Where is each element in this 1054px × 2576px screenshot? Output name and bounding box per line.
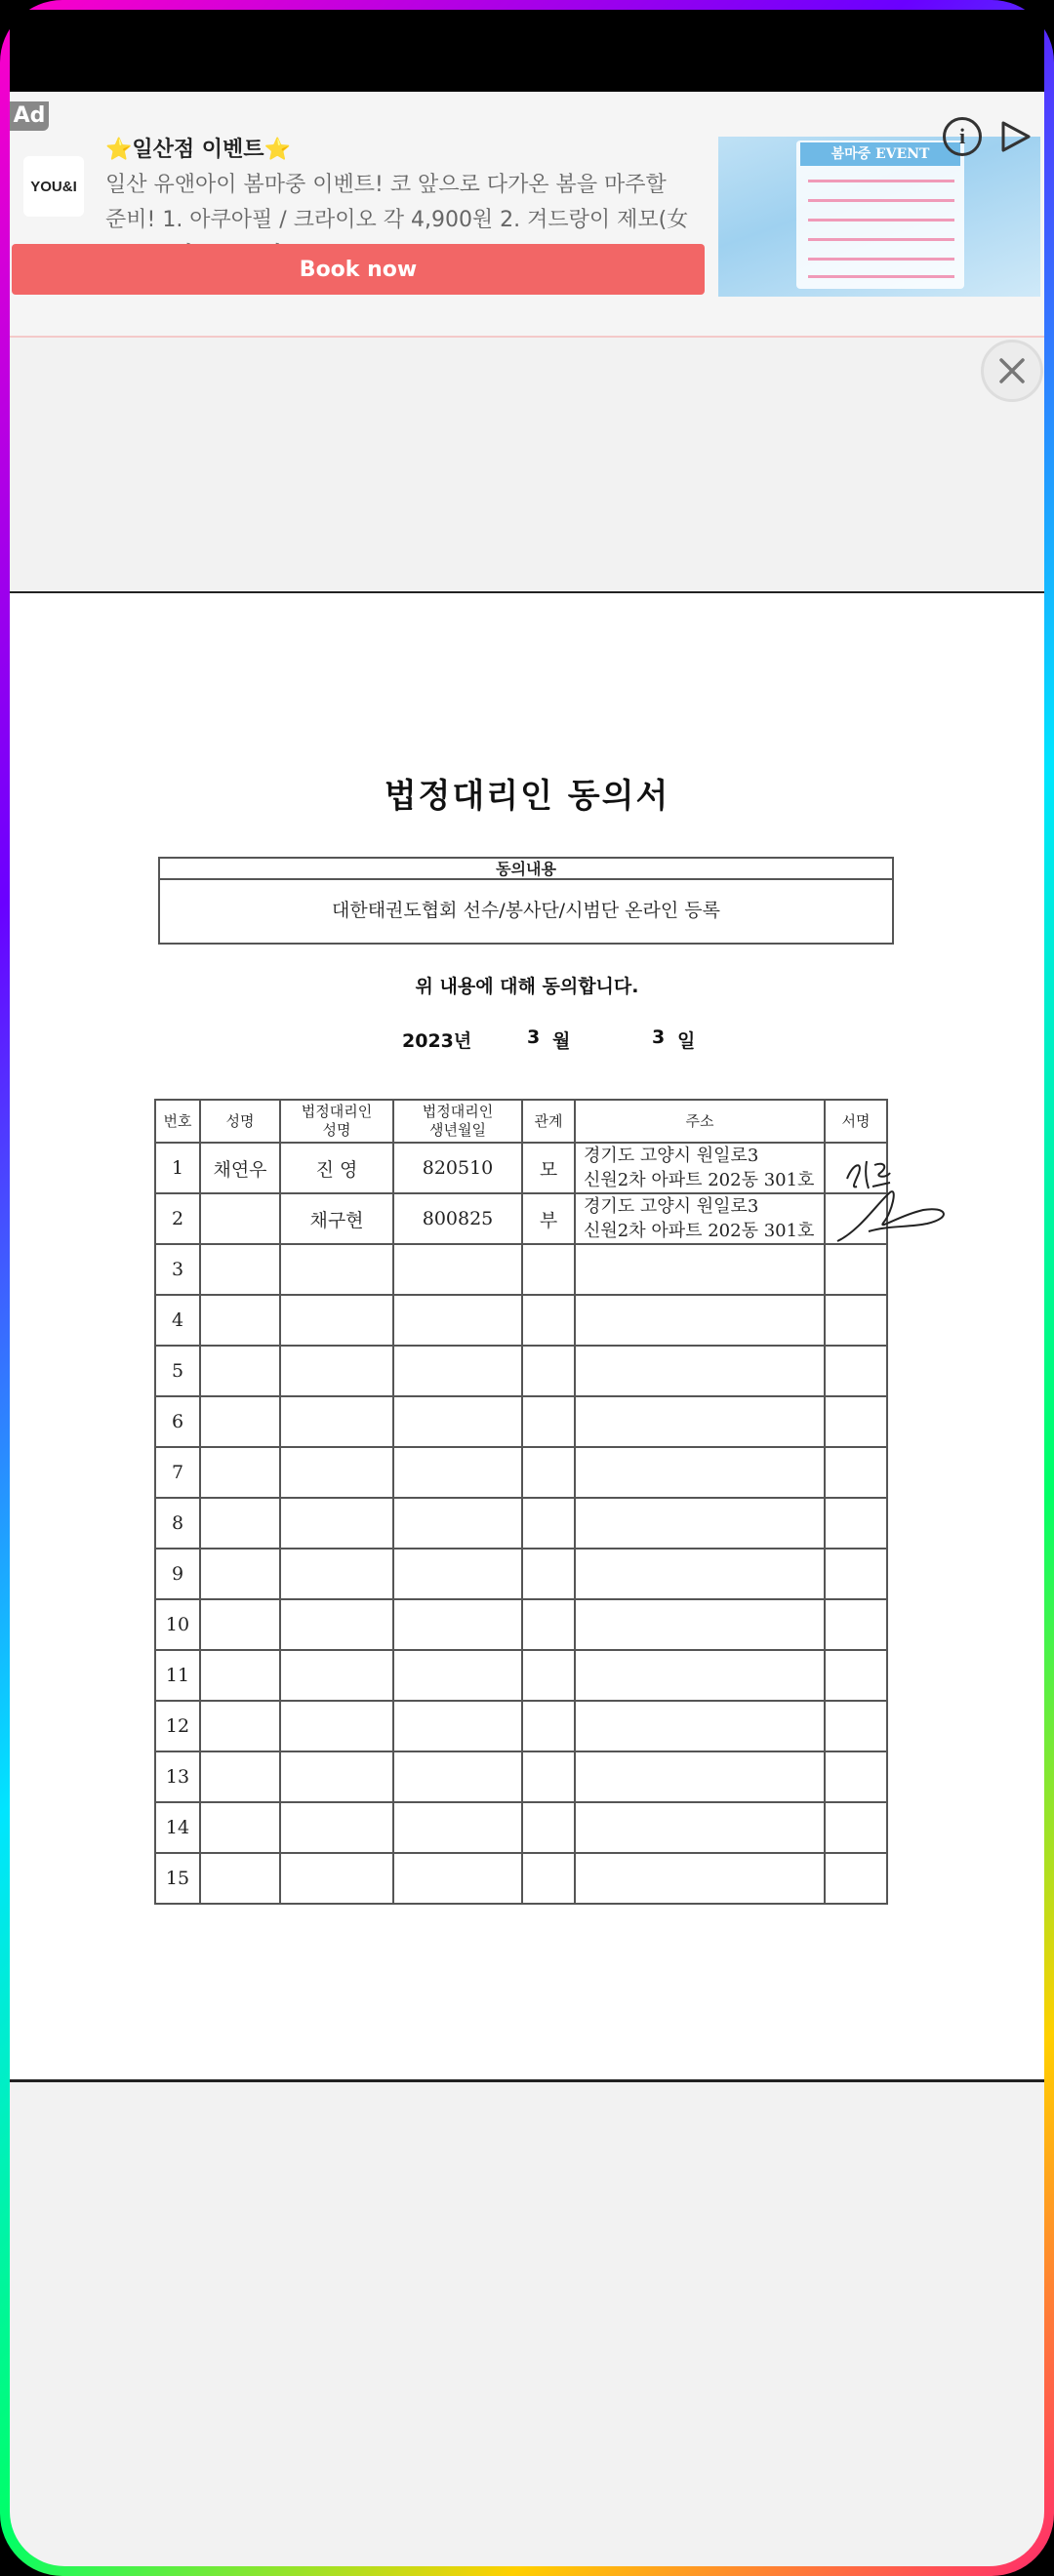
- table-cell-sign: [825, 1244, 887, 1295]
- table-cell-no: 6: [155, 1396, 200, 1447]
- table-cell-guardian: [280, 1244, 393, 1295]
- table-cell-no: 11: [155, 1650, 200, 1701]
- table-cell-relation: [522, 1549, 575, 1599]
- table-cell-sign: [825, 1599, 887, 1650]
- table-cell-relation: [522, 1447, 575, 1498]
- table-header-cell: 성명: [200, 1100, 280, 1143]
- table-cell-guardian: [280, 1295, 393, 1346]
- table-cell-address: [575, 1498, 825, 1549]
- table-cell-name: [200, 1650, 280, 1701]
- table-cell-relation: [522, 1599, 575, 1650]
- table-cell-name: [200, 1802, 280, 1853]
- table-cell-sign: [825, 1701, 887, 1751]
- table-cell-relation: [522, 1650, 575, 1701]
- table-cell-relation: [522, 1295, 575, 1346]
- table-cell-no: 7: [155, 1447, 200, 1498]
- table-cell-name: [200, 1447, 280, 1498]
- table-cell-birth: 800825: [393, 1193, 522, 1244]
- table-cell-address: [575, 1549, 825, 1599]
- table-row: [155, 1295, 887, 1346]
- table-header-cell: 주소: [575, 1100, 825, 1143]
- table-cell-guardian: [280, 1599, 393, 1650]
- table-cell-address: [575, 1853, 825, 1904]
- table-cell-no: 3: [155, 1244, 200, 1295]
- table-cell-name: [200, 1549, 280, 1599]
- consent-box: [158, 857, 894, 945]
- table-cell-relation: [522, 1802, 575, 1853]
- table-cell-address: 경기도 고양시 원일로3 신원2차 아파트 202동 301호: [575, 1193, 825, 1244]
- table-cell-relation: [522, 1346, 575, 1396]
- date-day-value: 3: [652, 1026, 666, 1048]
- table-row: [155, 1498, 887, 1549]
- table-header-cell: 관계: [522, 1100, 575, 1143]
- signature-2: [837, 1191, 944, 1241]
- table-cell-address: [575, 1447, 825, 1498]
- table-cell-sign: [825, 1396, 887, 1447]
- table-cell-no: 10: [155, 1599, 200, 1650]
- table-cell-sign: [825, 1549, 887, 1599]
- table-cell-name: [200, 1853, 280, 1904]
- table-cell-address: [575, 1650, 825, 1701]
- table-cell-guardian: 진 영: [280, 1143, 393, 1193]
- table-cell-address: [575, 1751, 825, 1802]
- signature-1: [847, 1161, 890, 1188]
- consent-header: 동의내용: [160, 859, 892, 880]
- status-bar: [10, 10, 1044, 92]
- table-cell-birth: [393, 1650, 522, 1701]
- table-cell-name: 채연우: [200, 1143, 280, 1193]
- close-button[interactable]: [981, 340, 1043, 402]
- table-cell-birth: [393, 1396, 522, 1447]
- table-cell-name: [200, 1498, 280, 1549]
- table-header-cell: 번호: [155, 1100, 200, 1143]
- table-row: [155, 1346, 887, 1396]
- table-cell-no: 15: [155, 1853, 200, 1904]
- table-cell-address: 경기도 고양시 원일로3 신원2차 아파트 202동 301호: [575, 1143, 825, 1193]
- table-cell-no: 9: [155, 1549, 200, 1599]
- book-now-button[interactable]: Book now: [12, 244, 705, 295]
- ad-label: Ad: [10, 101, 49, 131]
- table-cell-birth: [393, 1751, 522, 1802]
- table-cell-guardian: [280, 1802, 393, 1853]
- table-cell-birth: [393, 1295, 522, 1346]
- table-cell-name: [200, 1193, 280, 1244]
- table-row: [155, 1802, 887, 1853]
- table-cell-address: [575, 1244, 825, 1295]
- table-cell-birth: 820510: [393, 1143, 522, 1193]
- ad-image-line: [808, 275, 954, 278]
- table-cell-guardian: [280, 1346, 393, 1396]
- ad-image-line: [808, 238, 954, 241]
- table-header-cell: 서명: [825, 1100, 887, 1143]
- info-icon[interactable]: i: [943, 117, 982, 156]
- table-cell-guardian: [280, 1396, 393, 1447]
- table-cell-relation: 모: [522, 1143, 575, 1193]
- table-cell-sign: [825, 1346, 887, 1396]
- ad-image-line: [808, 199, 954, 202]
- ad-logo: YOU&I: [23, 156, 84, 217]
- table-row: [155, 1396, 887, 1447]
- table-cell-address: [575, 1802, 825, 1853]
- table-row: [155, 1244, 887, 1295]
- table-row: [155, 1143, 887, 1193]
- table-cell-name: [200, 1751, 280, 1802]
- table-cell-address: [575, 1346, 825, 1396]
- table-cell-no: 2: [155, 1193, 200, 1244]
- table-header-cell: 법정대리인 생년월일: [393, 1100, 522, 1143]
- document-title: 법정대리인 동의서: [384, 777, 670, 816]
- date-month-value: 3: [527, 1026, 541, 1048]
- table-cell-relation: [522, 1498, 575, 1549]
- table-header-cell: 법정대리인 성명: [280, 1100, 393, 1143]
- table-cell-sign: [825, 1751, 887, 1802]
- table-cell-guardian: 채구현: [280, 1193, 393, 1244]
- table-cell-relation: 부: [522, 1193, 575, 1244]
- ad-image-line: [808, 258, 954, 261]
- ad-image[interactable]: [718, 137, 1040, 297]
- table-cell-no: 4: [155, 1295, 200, 1346]
- ad-image-line: [808, 219, 954, 221]
- table-header-row: [155, 1100, 887, 1143]
- table-cell-address: [575, 1396, 825, 1447]
- table-cell-no: 12: [155, 1701, 200, 1751]
- table-cell-sign: [825, 1447, 887, 1498]
- table-cell-address: [575, 1599, 825, 1650]
- close-icon: [997, 356, 1027, 385]
- signatures: [830, 1144, 956, 1251]
- ad-description[interactable]: 일산 유앤아이 봄마중 이벤트! 코 앞으로 다가온 봄을 마주할 준비! 1. 아쿠아필 / 크라이오 각 4,900원 2. 겨드랑이 제모(女: [105, 173, 689, 232]
- table-cell-no: 13: [155, 1751, 200, 1802]
- ad-banner[interactable]: [10, 92, 1044, 338]
- table-row: [155, 1650, 887, 1701]
- table-cell-birth: [393, 1853, 522, 1904]
- table-cell-birth: [393, 1498, 522, 1549]
- table-cell-name: [200, 1295, 280, 1346]
- table-cell-sign: [825, 1853, 887, 1904]
- table-cell-relation: [522, 1701, 575, 1751]
- agree-text: 위 내용에 대해 동의합니다.: [415, 976, 639, 997]
- ad-image-title: 봄마중 EVENT: [800, 142, 960, 166]
- table-cell-no: 14: [155, 1802, 200, 1853]
- table-cell-name: [200, 1346, 280, 1396]
- table-row: [155, 1853, 887, 1904]
- table-cell-name: [200, 1599, 280, 1650]
- table-cell-no: 8: [155, 1498, 200, 1549]
- table-cell-birth: [393, 1244, 522, 1295]
- table-row: [155, 1599, 887, 1650]
- table-body: [155, 1143, 887, 1904]
- date-day-label: 일: [677, 1030, 696, 1052]
- consent-content: 대한태권도협회 선수/봉사단/시범단 온라인 등록: [331, 900, 720, 921]
- table-cell-guardian: [280, 1447, 393, 1498]
- date-month-label: 월: [552, 1030, 571, 1052]
- table-cell-sign: [825, 1498, 887, 1549]
- table-cell-sign: [825, 1802, 887, 1853]
- table-cell-birth: [393, 1802, 522, 1853]
- table-cell-relation: [522, 1244, 575, 1295]
- table-cell-no: 1: [155, 1143, 200, 1193]
- table-cell-guardian: [280, 1650, 393, 1701]
- table-cell-relation: [522, 1853, 575, 1904]
- table-cell-guardian: [280, 1701, 393, 1751]
- table-row: [155, 1549, 887, 1599]
- table-cell-birth: [393, 1549, 522, 1599]
- table-cell-name: [200, 1396, 280, 1447]
- table-cell-sign: [825, 1295, 887, 1346]
- table-cell-no: 5: [155, 1346, 200, 1396]
- date-year: 2023년: [402, 1030, 472, 1052]
- table-cell-name: [200, 1701, 280, 1751]
- ad-title[interactable]: ⭐일산점 이벤트⭐: [105, 138, 291, 162]
- table-cell-name: [200, 1244, 280, 1295]
- table-cell-guardian: [280, 1549, 393, 1599]
- table-cell-sign: [825, 1650, 887, 1701]
- adchoices-play-icon[interactable]: [997, 119, 1033, 154]
- screen: [10, 10, 1044, 2566]
- table-row: [155, 1751, 887, 1802]
- table-cell-address: [575, 1295, 825, 1346]
- table-row: [155, 1701, 887, 1751]
- table-cell-guardian: [280, 1853, 393, 1904]
- table-cell-relation: [522, 1751, 575, 1802]
- table-cell-birth: [393, 1447, 522, 1498]
- member-table: [154, 1099, 888, 1905]
- table-row: [155, 1447, 887, 1498]
- table-row: [155, 1193, 887, 1244]
- ad-image-line: [808, 180, 954, 182]
- table-cell-guardian: [280, 1751, 393, 1802]
- table-cell-guardian: [280, 1498, 393, 1549]
- table-cell-relation: [522, 1396, 575, 1447]
- table-cell-birth: [393, 1346, 522, 1396]
- table-cell-birth: [393, 1701, 522, 1751]
- table-cell-birth: [393, 1599, 522, 1650]
- table-cell-address: [575, 1701, 825, 1751]
- consent-document: [10, 591, 1044, 2082]
